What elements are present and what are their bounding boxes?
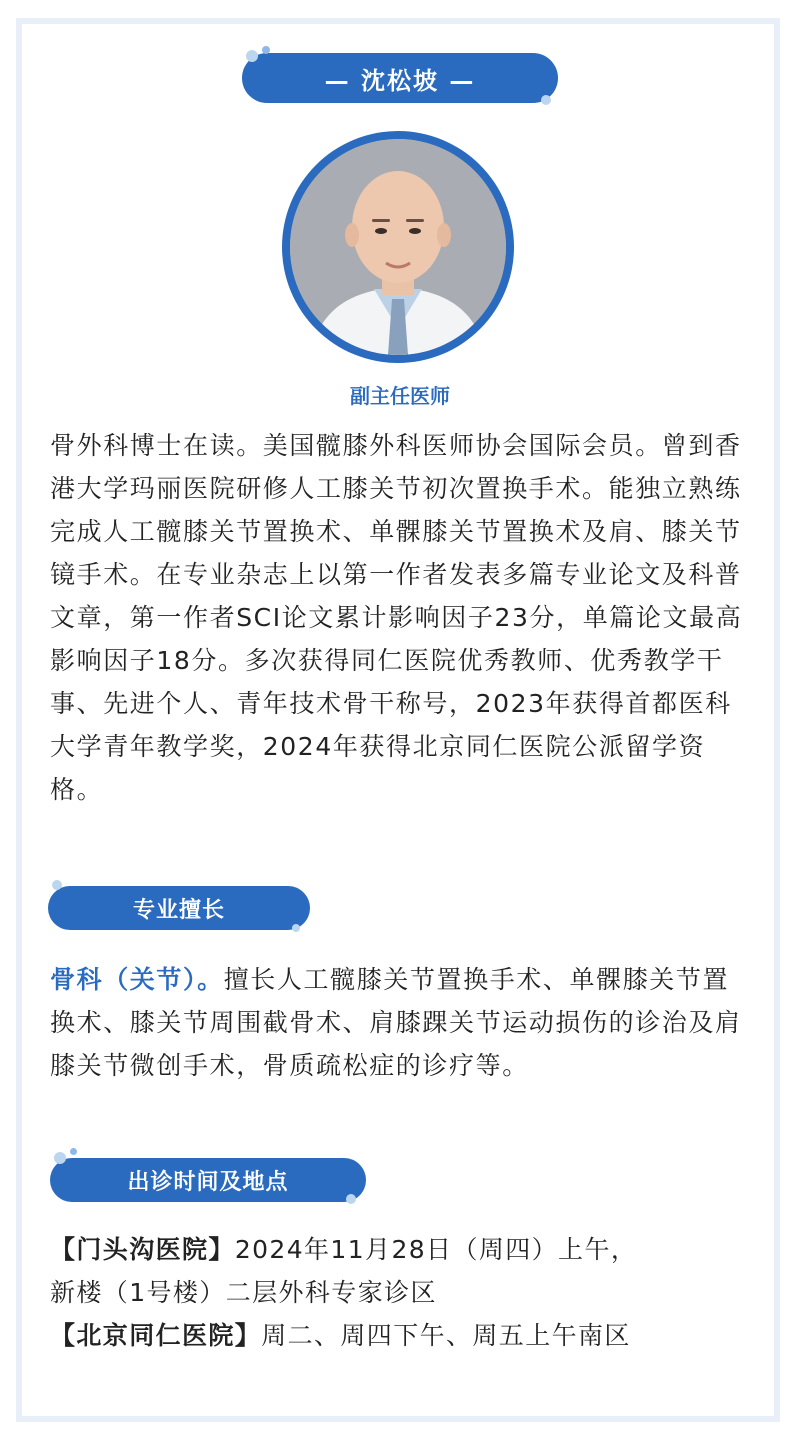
schedule-entry xyxy=(50,1314,770,1357)
schedule-entry xyxy=(50,1228,770,1271)
decor-bubble xyxy=(262,46,270,54)
decor-bubble xyxy=(292,924,300,932)
schedule-time: 2024年11月28日（周四）上午， xyxy=(234,1235,638,1264)
specialty-heading: 专业擅长 xyxy=(48,886,310,930)
decor-bubble xyxy=(246,50,258,62)
doctor-bio: 骨外科博士在读。美国髋膝外科医师协会国际会员。曾到香港大学玛丽医院研修人工膝关节初次置换手术。能独立熟练完成人工髋膝关节置换术、单髁膝关节置换术及肩、膝关节镜手术。在专业杂志上以第一作者发表多篇专业论文及科普文章，第一作者SCI论文累计影响因子23分，单篇论文最高影响因子18分。多次获得同仁医院优秀教师、优秀教学干事、先进个人、青年技术骨干称号，2023年获得首都医科大学青年教学奖，2024年获得北京同仁医院公派留学资格。 xyxy=(50,431,743,804)
specialty-description: 擅长人工髋膝关节置换手术、单髁膝关节置换术、膝关节周围截骨术、肩膝踝关节运动损伤的诊治及肩膝关节微创手术，骨质疏松症的诊疗等。 xyxy=(50,965,742,1080)
schedule-hospital: 【门头沟医院】 xyxy=(50,1235,235,1264)
decor-bubble xyxy=(541,95,551,105)
decor-bubble xyxy=(54,1152,66,1164)
decor-bubble xyxy=(70,1148,77,1155)
schedule-heading: 出诊时间及地点 xyxy=(50,1158,366,1202)
schedule-hospital: 【北京同仁医院】 xyxy=(50,1321,262,1350)
specialty-department: 骨科（关节）。 xyxy=(50,965,224,994)
decor-bubble xyxy=(346,1194,356,1204)
schedule-location: 新楼（1号楼）二层外科专家诊区 xyxy=(50,1278,437,1307)
schedule-time: 周二、周四下午、周五上午南区 xyxy=(261,1321,631,1350)
doctor-title: 副主任医师 xyxy=(350,384,450,408)
doctor-avatar xyxy=(290,139,506,355)
doctor-portrait-icon xyxy=(290,139,506,355)
decor-bubble xyxy=(52,880,62,890)
specialty-text xyxy=(50,958,754,1087)
doctor-name-header: — 沈松坡 — xyxy=(242,53,558,103)
